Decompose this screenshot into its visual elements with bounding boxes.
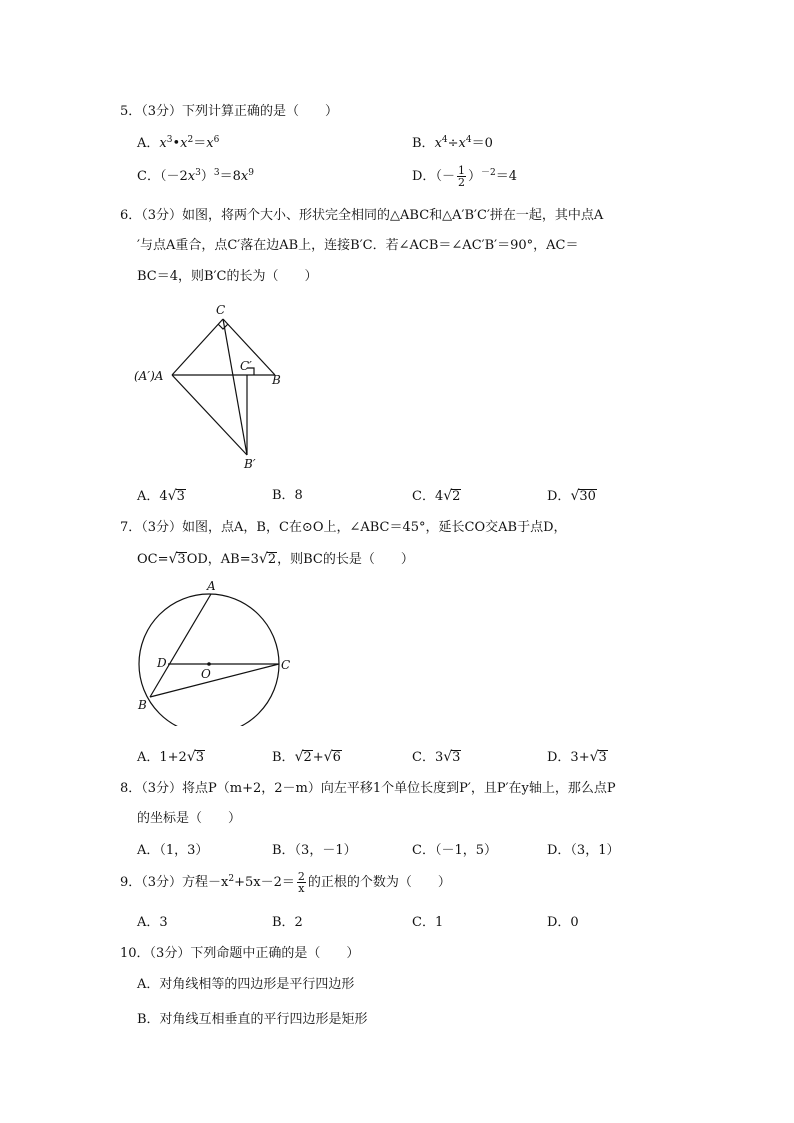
label-c: C <box>216 303 226 317</box>
q10-option-a: A．对角线相等的四边形是平行四边形 <box>137 977 355 992</box>
q5-stem: 5．（3分）下列计算正确的是（ ） <box>120 104 339 119</box>
q6-option-c: C．4√2 <box>412 488 461 504</box>
q7-stem-line2: OC=√3OD，AB=3√2，则BC的长是（ ） <box>137 551 414 567</box>
q6-stem-line1: 6．（3分）如图，将两个大小、形状完全相同的△ABC和△A′B′C′拼在一起，其中点A <box>120 208 604 223</box>
right-angle-mark-c <box>218 324 228 329</box>
segment-ab <box>150 594 211 697</box>
q8-option-d: D．（3，1） <box>547 843 620 858</box>
q6-option-d: D．√30 <box>547 488 596 504</box>
q6-stem-line3: BC＝4，则B′C的长为（ ） <box>137 269 318 284</box>
center-point-o <box>207 662 211 666</box>
label-d: D <box>157 656 167 670</box>
label-b: B <box>272 373 281 387</box>
segment-ab-prime <box>172 375 247 455</box>
q9-option-c: C．1 <box>412 915 444 930</box>
q7-option-a: A．1+2√3 <box>137 749 205 765</box>
q9-stem: 9．（3分）方程$-x^2+5x-2=$ $\frac{2}{x}$ 的正根的个数为（ ） <box>120 870 451 895</box>
q7-stem-line1: 7．（3分）如图，点A，B，C在⊙O上，∠ABC＝45°，延长CO交AB于点D， <box>120 520 567 535</box>
label-b: B <box>138 698 147 712</box>
label-o: O <box>201 667 211 681</box>
q6-stem-line2: ′与点A重合，点C′落在边AB上，连接B′C．若∠ACB＝∠AC′B′＝90°，AC＝ <box>137 238 579 253</box>
label-c-prime: C′ <box>240 359 252 373</box>
q7-option-d: D．3+√3 <box>547 749 607 765</box>
segment-b-prime-c <box>223 319 247 455</box>
q6-option-a: A．4√3 <box>137 488 185 504</box>
q8-option-c: C．（－1，5） <box>412 843 497 858</box>
q5-option-a: A．$x^3•x^2=x^6$ <box>137 135 220 151</box>
label-c: C <box>281 658 291 672</box>
q8-option-a: A．（1，3） <box>137 843 209 858</box>
q10-stem: 10．（3分）下列命题中正确的是（ ） <box>120 946 360 961</box>
label-b-prime: B′ <box>244 457 256 471</box>
q10-option-b: B．对角线互相垂直的平行四边形是矩形 <box>137 1012 368 1027</box>
q8-stem-line1: 8．（3分）将点P（m+2，2－m）向左平移1个单位长度到P′，且P′在y轴上，那么点P <box>120 781 616 796</box>
q9-option-d: D．0 <box>547 915 579 930</box>
q6-triangle-figure <box>130 298 290 478</box>
q7-option-c: C．3√3 <box>412 749 461 765</box>
label-a: A <box>207 579 216 593</box>
q7-circle-figure <box>130 576 300 726</box>
q5-option-d: D．（－ $\frac{1}{2}$ ）$^{-2}$＝4 <box>412 164 517 189</box>
q8-option-b: B．（3，－1） <box>272 843 357 858</box>
label-a: (A′)A <box>134 369 164 383</box>
q5-option-b: B．$x^4\div x^4=0$ <box>412 135 493 151</box>
segment-bc <box>150 664 279 697</box>
q5-option-c: C．$(-2x^3)^3=8x^9$ <box>137 168 254 184</box>
q6-option-b: B．8 <box>272 488 303 503</box>
q7-option-b: B．√2+√6 <box>272 749 341 765</box>
q8-stem-line2: 的坐标是（ ） <box>137 811 242 826</box>
q9-option-a: A．3 <box>137 915 168 930</box>
segment-ac <box>172 319 223 375</box>
q9-option-b: B．2 <box>272 915 303 930</box>
